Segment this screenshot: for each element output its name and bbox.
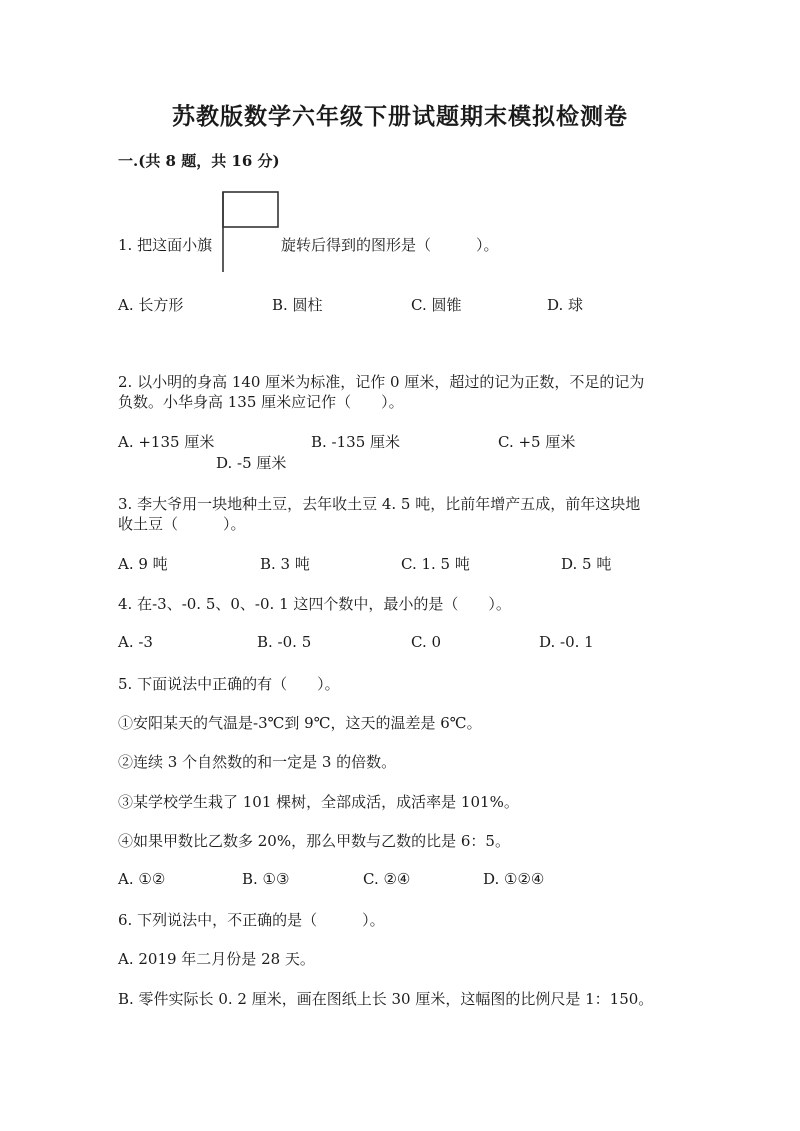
q2-option-d: D. -5 厘米 [216, 454, 287, 472]
q1-option-c: C. 圆锥 [411, 296, 462, 314]
q3-option-b: B. 3 吨 [260, 555, 310, 573]
q2-option-c: C. +5 厘米 [498, 433, 576, 451]
q2-line-2: 负数。小华身高 135 厘米应记作（ ）。 [118, 393, 404, 411]
q1-option-a: A. 长方形 [118, 296, 184, 314]
q5-statement-1: ①安阳某天的气温是-3℃到 9℃，这天的温差是 6℃。 [118, 714, 482, 732]
q5-option-d: D. ①②④ [483, 870, 545, 888]
q2-option-a: A. +135 厘米 [118, 433, 215, 451]
q4-option-c: C. 0 [411, 633, 442, 651]
q2-line-1: 2. 以小明的身高 140 厘米为标准，记作 0 厘米，超过的记为正数，不足的记为 [118, 373, 645, 391]
q5-statement-4: ④如果甲数比乙数多 20%，那么甲数与乙数的比是 6：5。 [118, 832, 510, 850]
q6-statement-b: B. 零件实际长 0. 2 厘米，画在图纸上长 30 厘米，这幅图的比例尺是 1：150。 [118, 990, 654, 1008]
page-title: 苏教版数学六年级下册试题期末模拟检测卷 [172, 103, 628, 130]
q1-text-after: 旋转后得到的图形是（ ）。 [281, 236, 499, 254]
section-heading: 一.(共 8 题，共 16 分) [118, 152, 280, 170]
flag-figure [220, 190, 280, 274]
q5-option-b: B. ①③ [242, 870, 290, 888]
q3-line-1: 3. 李大爷用一块地种土豆，去年收土豆 4. 5 吨，比前年增产五成，前年这块地 [118, 495, 641, 513]
q4-line-1: 4. 在-3、-0. 5、0、-0. 1 这四个数中，最小的是（ ）。 [118, 595, 511, 613]
q5-option-a: A. ①② [118, 870, 166, 888]
q3-option-d: D. 5 吨 [561, 555, 612, 573]
q5-option-c: C. ②④ [363, 870, 411, 888]
q5-line-1: 5. 下面说法中正确的有（ ）。 [118, 675, 340, 693]
q5-statement-3: ③某学校学生栽了 101 棵树，全部成活，成活率是 101%。 [118, 793, 519, 811]
q1-option-d: D. 球 [547, 296, 584, 314]
q2-option-b: B. -135 厘米 [311, 433, 401, 451]
q6-statement-a: A. 2019 年二月份是 28 天。 [118, 950, 315, 968]
q6-line-1: 6. 下列说法中，不正确的是（ ）。 [118, 911, 385, 929]
q3-option-c: C. 1. 5 吨 [401, 555, 470, 573]
q4-option-a: A. -3 [118, 633, 153, 651]
q1-text-before: 1. 把这面小旗 [118, 236, 213, 254]
q1-option-b: B. 圆柱 [272, 296, 323, 314]
q5-statement-2: ②连续 3 个自然数的和一定是 3 的倍数。 [118, 753, 397, 771]
q4-option-b: B. -0. 5 [257, 633, 312, 651]
q4-option-d: D. -0. 1 [539, 633, 594, 651]
q3-line-2: 收土豆（ ）。 [118, 515, 246, 533]
q3-option-a: A. 9 吨 [118, 555, 168, 573]
